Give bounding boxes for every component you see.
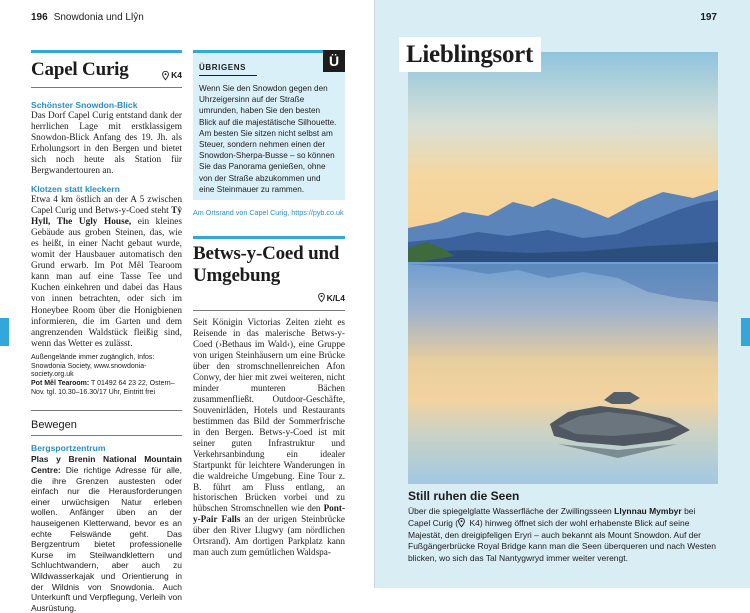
lieblingsort-heading: Lieblingsort [399, 37, 541, 72]
still-text-c: ) hinweg öffnet sich der wohl erhabenste Blick auf seine Majestät, den dreigipfeligen Eryri – auch bekannt als Mount Snowdon. Auf der Fußgängerbrücke Royal Bridge kann man die Seen überqueren und nach Westen blicken, wo sich das Tal Nantygwryd immer weiter verengt. [408, 517, 716, 564]
chapter-edge-tab-right [741, 318, 750, 346]
uebrigens-badge-icon: Ü [323, 50, 345, 72]
para2-text-a: Etwa 4 km östlich an der A 5 zwischen Capel Curig und Betws-y-Coed steht [31, 194, 182, 216]
betws-rule [193, 236, 345, 239]
pont-y-pair-name: Pont-y-Pair Falls [193, 503, 345, 525]
capel-curig-title: Capel Curig [31, 59, 129, 80]
tearoom-details: T 01492 64 23 22, Ostern–Nov. tgl. 10.30–16.30/17 Uhr, Eintritt frei [31, 379, 175, 396]
uebrigens-text: Wenn Sie den Snowdon gegen den Uhrzeigersinn auf der Straße umrunden, haben Sie den besten Blick auf die majestätische Silhouette. Am besten Sie sitzen nicht selbst am Steuer, sondern nehmen einen der Snowdon-Sherpa-Busse – so können Sie das Panorama genießen, ohne von der Straße abzukommen und eine Steinmauer zu rammen. [199, 84, 337, 194]
subheading-bergsportzentrum: Bergsportzentrum [31, 443, 106, 454]
betws-title: Betws-y-Coed und Umgebung [193, 243, 340, 287]
practical-info-grounds: Außengelände immer zugänglich, Infos: Snowdonia Society, www.snowdonia-society.org.uk [31, 353, 155, 379]
map-ref-text: K4 [171, 70, 182, 80]
still-ruhen-title: Still ruhen die Seen [408, 489, 520, 503]
ugly-house-name: Tŷ Hyll, The Ugly House, [31, 205, 182, 227]
column-left [31, 50, 182, 613]
bewegen-underline [31, 435, 182, 436]
practical-info-tearoom [31, 380, 182, 397]
uebrigens-box [193, 50, 345, 200]
column-right [193, 50, 345, 558]
capel-curig-header [31, 59, 182, 80]
bewegen-description: Die richtige Adresse für alle, die ihre Grenzen austesten oder einfach nur die Herausforderungen einer urwüchsigen Natur erleben wollen. Anfänger üben an der hauseigenen Kletterwand, bevor es an echte Felswände geht. Das Bergzentrum bietet professionelle Kurse im Steilwandklettern und Schluchtwandern, aber auch zu Wildwasserkajak und Orientierung in der Wildnis von Snowdonia. Auch Unterkunft und Verpflegung, Verleih von Ausrüstung. [31, 464, 182, 613]
running-head-title: Snowdonia und Llŷn [53, 12, 144, 23]
bewegen-text [31, 454, 182, 613]
betws-map-ref [318, 293, 345, 303]
still-ruhen-text [408, 506, 718, 565]
betws-underline [193, 310, 345, 311]
running-head-left [31, 12, 144, 23]
still-map-ref: K4 [467, 517, 480, 528]
still-text-b: bei Capel Curig ( [408, 506, 696, 528]
llynnau-mymbyr-name: Llynnau Mymbyr [614, 506, 682, 516]
chapter-edge-tab [0, 318, 9, 346]
still-text-a: Über die spiegelglatte Wasserfläche der Zwillingsseen [408, 506, 615, 516]
betws-text-b: an der urigen Steinbrücke über den River Llugwy (am nördlichen Ortsrand). Am dortigen Parkplatz kann man auch zum gemütlichen Waldspa- [193, 514, 345, 558]
map-pin-icon [458, 518, 465, 527]
betws-paragraph [193, 317, 345, 558]
page-number-left: 196 [31, 12, 48, 23]
tearoom-label: Pot Mêl Tearoom: [31, 379, 90, 387]
capel-curig-paragraph-2 [31, 195, 182, 350]
capel-curig-paragraph-1: Das Dorf Capel Curig entstand dank der herrlichen Lage mit erstklassigem Snowdon-Blick Anfang des 19. Jh. als Erholungsort in den Bergen und bietet sich noch heute als Station für Bergwandertouren an. [31, 111, 182, 177]
subheading-snowdon-blick: Schönster Snowdon-Blick [31, 100, 138, 110]
betws-map-ref-text: K/L4 [326, 292, 345, 303]
title-underline [31, 87, 182, 88]
uebrigens-caption: Am Ortsrand von Capel Curig, https://pyb.co.uk [193, 208, 344, 217]
page-number-right: 197 [700, 12, 717, 23]
uebrigens-label: ÜBRIGENS [199, 63, 247, 72]
bewegen-rule [31, 410, 182, 411]
map-pin-icon [318, 293, 325, 302]
para2-text-b: ein kleines Gebäude aus groben Steinen, das, wie es heißt, in einer Nacht gebaut wurde, womit der Hausbauer automatisch den Grund erwarb. Im Pot Mêl Tearoom kann man auf eine Tasse Tee und Kuchen einkehren und dabei das Haus von innen betrachten, oder sich im Honeybee Room über die Honigbienen informieren, die im Garten und dem angrenzenden Waldstück fleißig sind, wenn das Wetter es zulässt. [31, 216, 183, 349]
section-rule [31, 50, 182, 53]
capel-curig-map-ref [162, 70, 182, 80]
uebrigens-label-rule [199, 75, 257, 76]
betws-map-ref-row [193, 289, 345, 307]
plas-y-brenin-name: Plas y Brenin National Mountain Centre: [31, 454, 182, 475]
bewegen-title: Bewegen [31, 419, 77, 432]
map-pin-icon [162, 71, 169, 80]
betws-text-a: Seit Königin Victorias Zeiten zieht es Reisende in das malerische Betws-y-Coed (›Bethaus im Wald‹), eine Gruppe von urigen Steinhäusern um eine Brücke über den stromschnellenreichen Afon Conwy, der hier mit zwei weiteren, nicht minder munteren Bächen zusammenfließt. Outdoor-Geschäfte, Souvenirläden, Hotels und Restaurants bestimmen das Bild der Sommerfrische in den Bergen. Betws-y-Coed ist mit seiner guten Infrastruktur und Verkehrsanbindung ein idealer Startpunkt für leichtere Wanderungen in die waldreiche Umgebung. Eine Tour z. B. führt am Fluss entlang, an historischen Brücken vorbei und zu hübschen Stromschnellen wie den [193, 317, 345, 514]
subheading-klotzen: Klotzen statt kleckern [31, 183, 120, 194]
lake-photo [408, 52, 718, 484]
